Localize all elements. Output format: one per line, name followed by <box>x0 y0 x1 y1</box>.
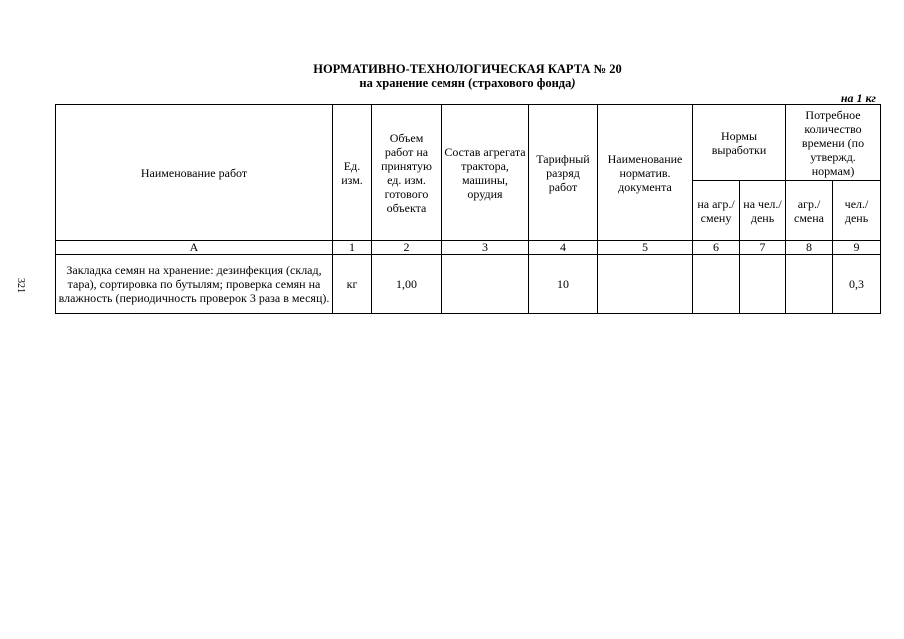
header-volume: Объем работ на принятую ед. изм. готового объекта <box>372 105 442 241</box>
column-number: 3 <box>442 241 529 255</box>
header-work-name: Наименование работ <box>56 105 333 241</box>
column-number: 1 <box>333 241 372 255</box>
column-number: А <box>56 241 333 255</box>
table-row <box>56 255 881 314</box>
document-title: НОРМАТИВНО-ТЕХНОЛОГИЧЕСКАЯ КАРТА № 20 <box>313 62 622 76</box>
cell-work: Закладка семян на хранение: дезинфекция (склад, тара), сортировка по бутылям; проверка семян на влажность (периодичность проверок 3 раза в месяц). <box>56 255 333 314</box>
header-time-required: Потребное количество времени (по утвержд. нормам) <box>786 105 881 181</box>
cell-output-per-person <box>740 255 786 314</box>
header-tariff: Тарифный разряд работ <box>529 105 598 241</box>
column-number: 2 <box>372 241 442 255</box>
header-output-norms: Нормы выработки <box>693 105 786 181</box>
header-composition: Состав агрегата трактора, машины, орудия <box>442 105 529 241</box>
column-number: 7 <box>740 241 786 255</box>
unit-note: на 1 кг <box>840 91 876 105</box>
cell-norm-doc <box>598 255 693 314</box>
column-number-row <box>56 241 881 255</box>
cell-composition <box>442 255 529 314</box>
column-number: 5 <box>598 241 693 255</box>
column-number: 6 <box>693 241 740 255</box>
header-unit: Ед. изм. <box>333 105 372 241</box>
cell-time-person: 0,3 <box>833 255 881 314</box>
header-time-aggregate: агр./ смена <box>786 181 833 241</box>
cell-output-per-aggregate <box>693 255 740 314</box>
column-number: 8 <box>786 241 833 255</box>
header-output-per-person: на чел./ день <box>740 181 786 241</box>
cell-unit: кг <box>333 255 372 314</box>
cell-time-aggregate <box>786 255 833 314</box>
cell-tariff: 10 <box>529 255 598 314</box>
header-time-person: чел./ день <box>833 181 881 241</box>
header-row-top <box>56 105 881 181</box>
page-number: 321 <box>15 278 26 293</box>
document-subtitle <box>0 76 904 90</box>
cell-volume: 1,00 <box>372 255 442 314</box>
header-norm-doc: Наименование норматив. документа <box>598 105 693 241</box>
column-number: 9 <box>833 241 881 255</box>
norm-table <box>55 104 881 314</box>
subtitle-text: на хранение семян (страхового фонда <box>359 76 572 90</box>
column-number: 4 <box>529 241 598 255</box>
subtitle-closing-paren: ) <box>571 76 576 90</box>
header-output-per-aggregate: на агр./ смену <box>693 181 740 241</box>
